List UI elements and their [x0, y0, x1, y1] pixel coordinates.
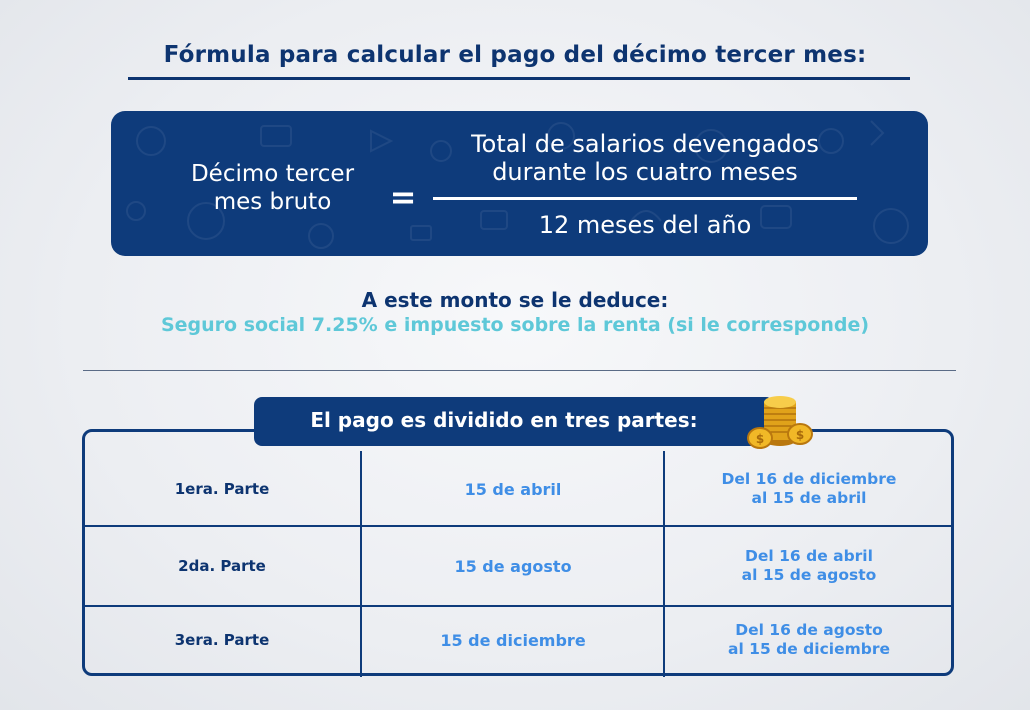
period-line2: al 15 de diciembre: [728, 640, 890, 658]
period-line2: al 15 de abril: [751, 489, 867, 507]
title-underline: [128, 77, 910, 80]
page-title: Fórmula para calcular el pago del décimo tercer mes:: [163, 42, 867, 68]
payment-period: [666, 527, 952, 605]
part-label: 3era. Parte: [174, 631, 270, 649]
formula-denominator: 12 meses del año: [538, 211, 752, 239]
deduction-heading: A este monto se le deduce:: [361, 288, 669, 312]
period-line1: Del 16 de diciembre: [721, 470, 897, 488]
payments-heading: El pago es dividido en tres partes:: [310, 408, 698, 432]
gold-coins-icon: [738, 388, 818, 450]
period-line1: Del 16 de agosto: [735, 621, 883, 639]
formula-numerator-line1: Total de salarios devengados: [471, 130, 819, 158]
payment-date: 15 de diciembre: [440, 630, 586, 650]
payment-period: [666, 453, 952, 525]
formula-lhs-line1: Décimo tercer: [190, 161, 355, 187]
payment-date: 15 de abril: [464, 479, 562, 499]
part-label: 2da. Parte: [178, 557, 266, 575]
formula-lhs-line2: mes bruto: [213, 189, 332, 215]
equals-sign: =: [389, 178, 417, 216]
fraction-bar: [433, 197, 857, 200]
deduction-detail: Seguro social 7.25% e impuesto sobre la renta (si le corresponde): [160, 314, 870, 336]
payment-date: 15 de agosto: [454, 556, 572, 576]
formula-numerator-line2: durante los cuatro meses: [492, 158, 798, 186]
formula-lhs: [150, 160, 395, 216]
payment-period: [666, 607, 952, 673]
formula-numerator: [425, 130, 865, 186]
svg-text:$: $: [795, 428, 805, 442]
svg-text:$: $: [755, 432, 765, 446]
part-label: 1era. Parte: [174, 480, 270, 498]
section-divider: [83, 370, 956, 371]
period-line1: Del 16 de abril: [745, 547, 873, 565]
period-line2: al 15 de agosto: [741, 566, 877, 584]
